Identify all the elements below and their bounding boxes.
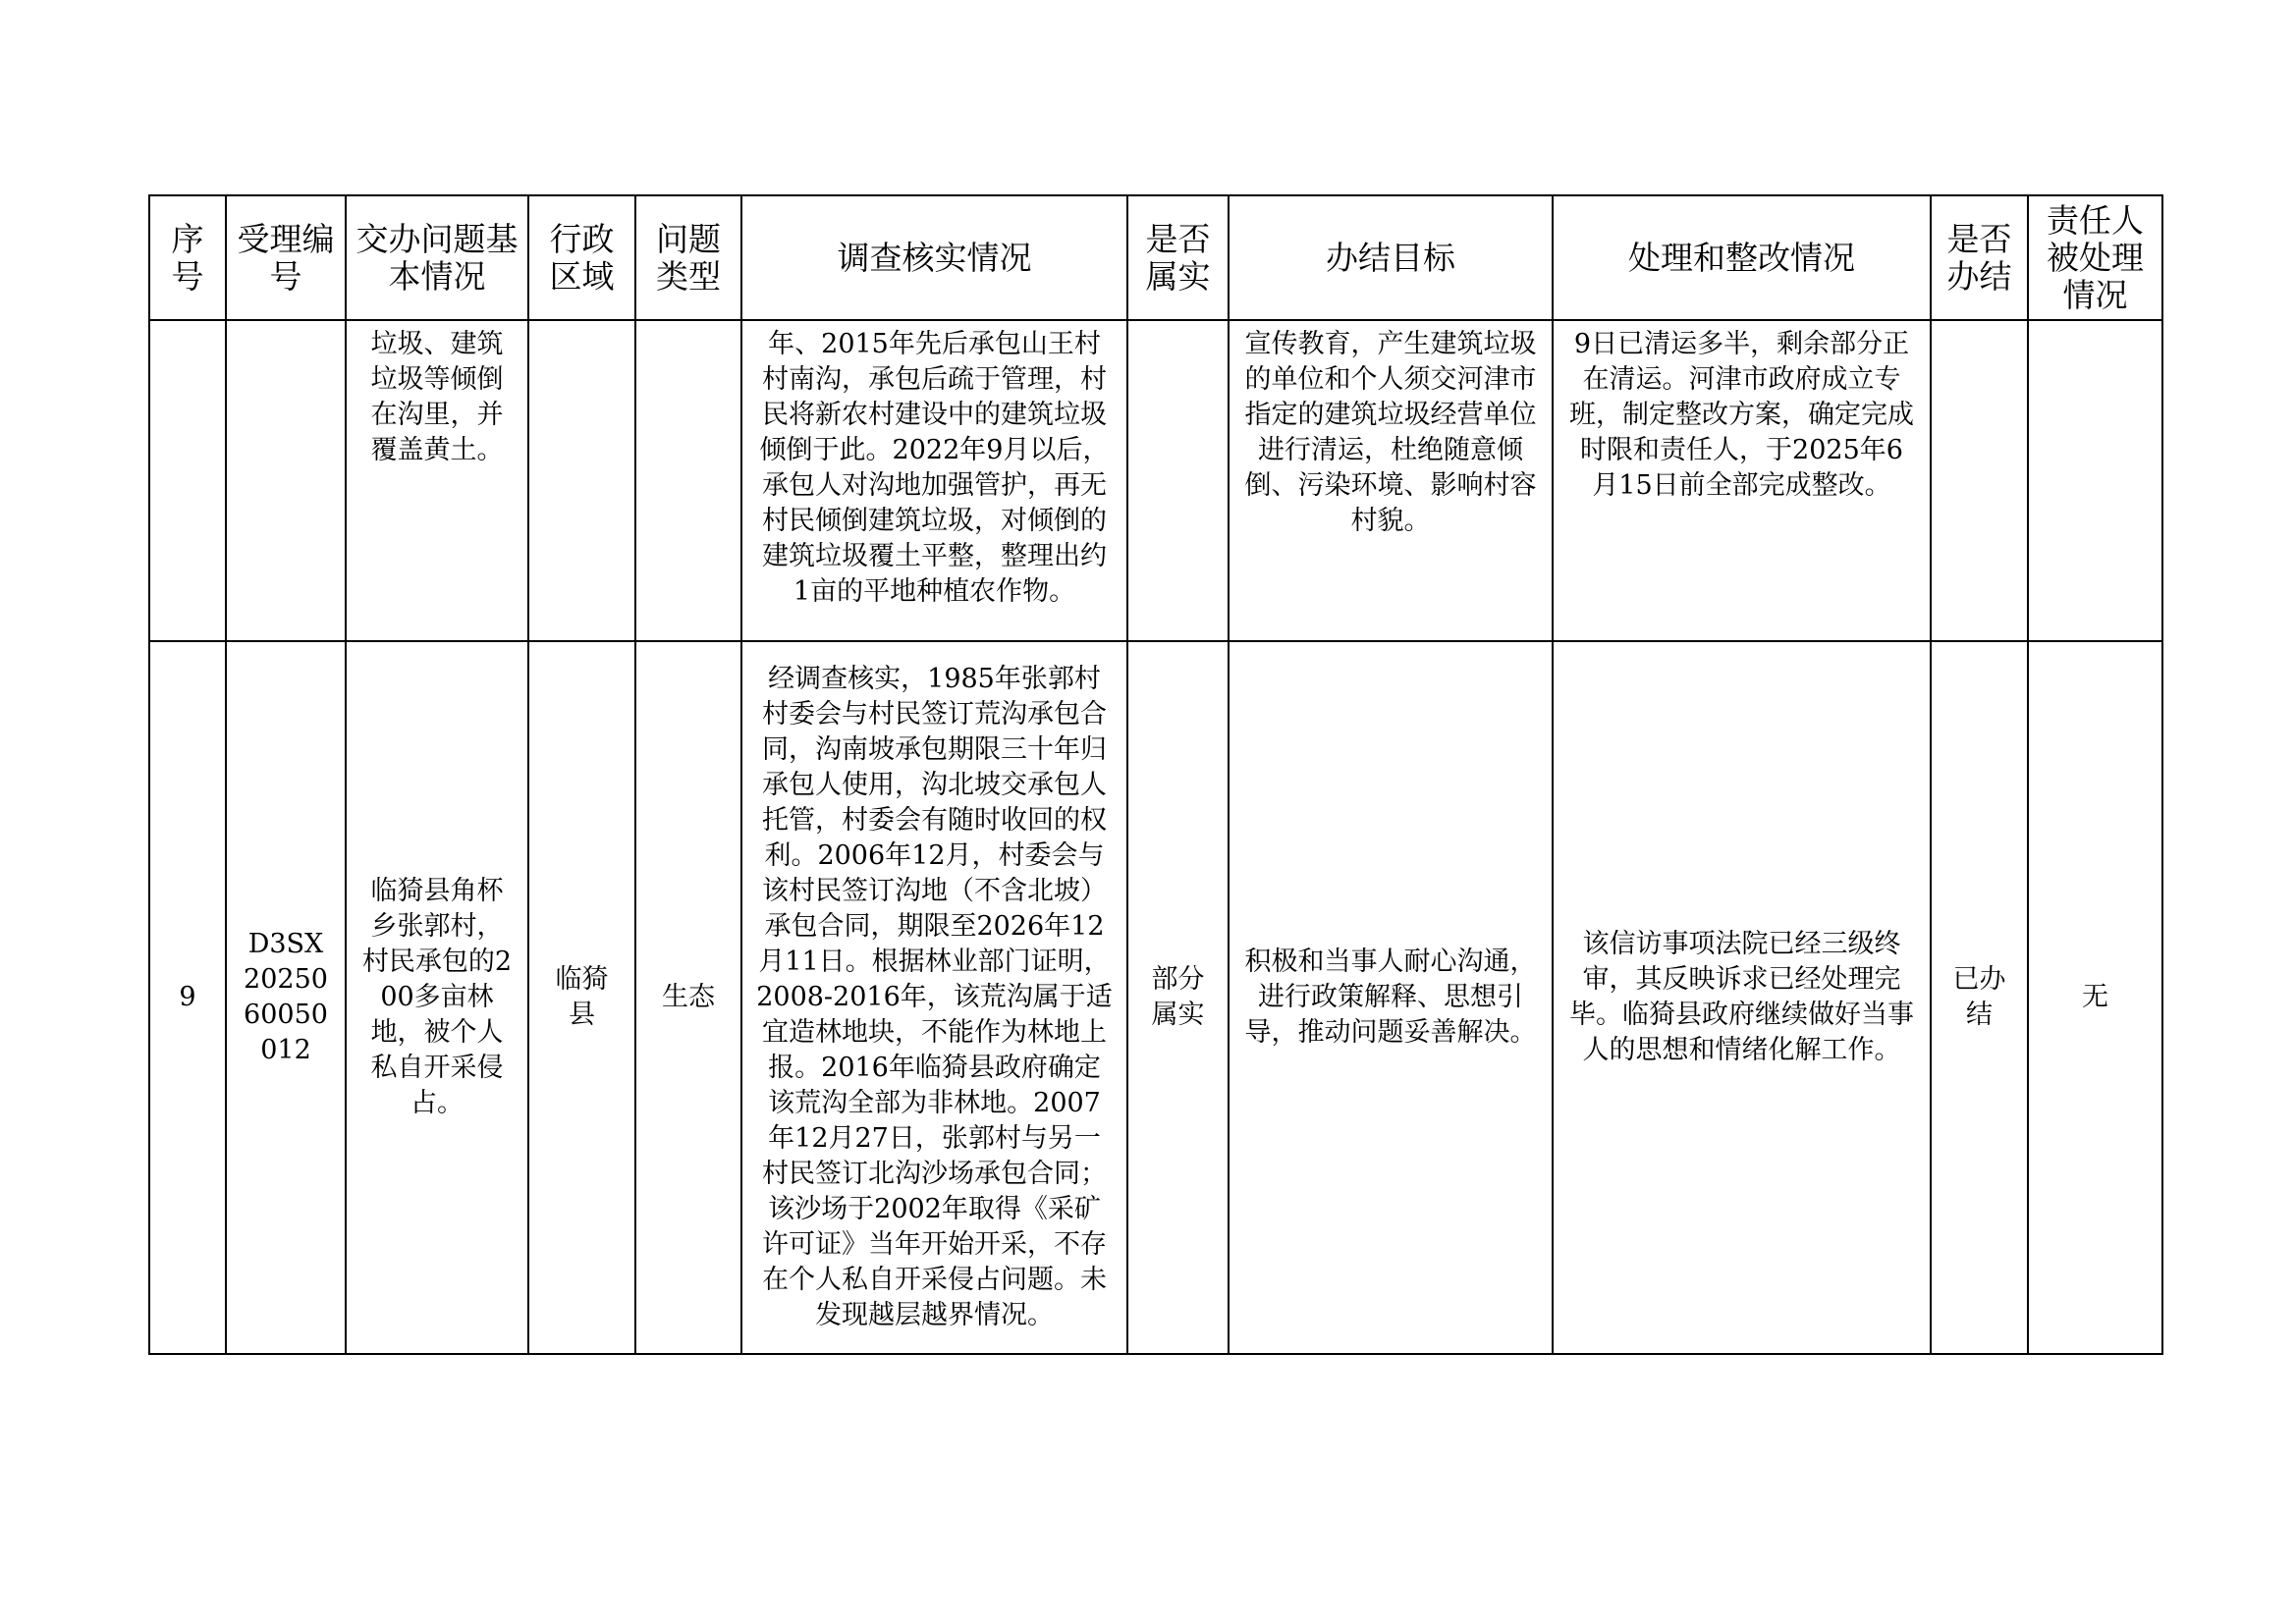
cell-goal: 宣传教育，产生建筑垃圾的单位和个人须交河津市指定的建筑垃圾经营单位进行清运，杜绝随意倾倒、污染环境、影响村容村貌。 (1229, 320, 1553, 641)
cell-problem: 垃圾、建筑垃圾等倾倒在沟里，并覆盖黄土。 (346, 320, 528, 641)
cell-problem: 临猗县角杯乡张郭村，村民承包的200多亩林地，被个人私自开采侵占。 (346, 641, 528, 1354)
cell-accountability (2028, 320, 2162, 641)
header-type: 问题类型 (635, 195, 741, 320)
cell-investigation: 经调查核实，1985年张郭村村委会与村民签订荒沟承包合同，沟南坡承包期限三十年归承包人使用，沟北坡交承包人托管，村委会有随时收回的权利。2006年12月，村委会与该村民签订沟地（不含北坡）承包合同，期限至2026年12月11日。根据林业部门证明，2008-2016年，该荒沟属于适宜造林地块，不能作为林地上报。2016年临猗县政府确定该荒沟全部为非林地。2007年12月27日，张郭村与另一村民签订北沟沙场承包合同；该沙场于2002年取得《采矿许可证》当年开始开采，不存在个人私自开采侵占问题。未发现越层越界情况。 (741, 641, 1127, 1354)
header-seq: 序号 (149, 195, 226, 320)
cell-type: 生态 (635, 641, 741, 1354)
header-handling: 处理和整改情况 (1553, 195, 1931, 320)
cell-id (226, 320, 346, 641)
cell-handling: 该信访事项法院已经三级终审，其反映诉求已经处理完毕。临猗县政府继续做好当事人的思想和情绪化解工作。 (1553, 641, 1931, 1354)
table-row (149, 320, 2162, 641)
cell-accountability: 无 (2028, 641, 2162, 1354)
cell-closed: 已办结 (1931, 641, 2028, 1354)
cell-seq: 9 (149, 641, 226, 1354)
cell-verified: 部分属实 (1127, 641, 1229, 1354)
table-row (149, 641, 2162, 1354)
header-closed: 是否办结 (1931, 195, 2028, 320)
header-accountability: 责任人被处理情况 (2028, 195, 2162, 320)
header-row (149, 195, 2162, 320)
cell-region (528, 320, 635, 641)
header-investigation: 调查核实情况 (741, 195, 1127, 320)
cell-region: 临猗县 (528, 641, 635, 1354)
cell-investigation: 年、2015年先后承包山王村村南沟，承包后疏于管理，村民将新农村建设中的建筑垃圾倾倒于此。2022年9月以后，承包人对沟地加强管护，再无村民倾倒建筑垃圾，对倾倒的建筑垃圾覆土平整，整理出约1亩的平地种植农作物。 (741, 320, 1127, 641)
header-region: 行政区域 (528, 195, 635, 320)
cell-id: D3SX2025060050012 (226, 641, 346, 1354)
cell-type (635, 320, 741, 641)
report-table (148, 194, 2163, 1355)
header-id: 受理编号 (226, 195, 346, 320)
cell-handling: 9日已清运多半，剩余部分正在清运。河津市政府成立专班，制定整改方案，确定完成时限和责任人，于2025年6月15日前全部完成整改。 (1553, 320, 1931, 641)
cell-verified (1127, 320, 1229, 641)
cell-closed (1931, 320, 2028, 641)
cell-seq (149, 320, 226, 641)
header-problem: 交办问题基本情况 (346, 195, 528, 320)
header-verified: 是否属实 (1127, 195, 1229, 320)
header-goal: 办结目标 (1229, 195, 1553, 320)
cell-goal: 积极和当事人耐心沟通，进行政策解释、思想引导，推动问题妥善解决。 (1229, 641, 1553, 1354)
